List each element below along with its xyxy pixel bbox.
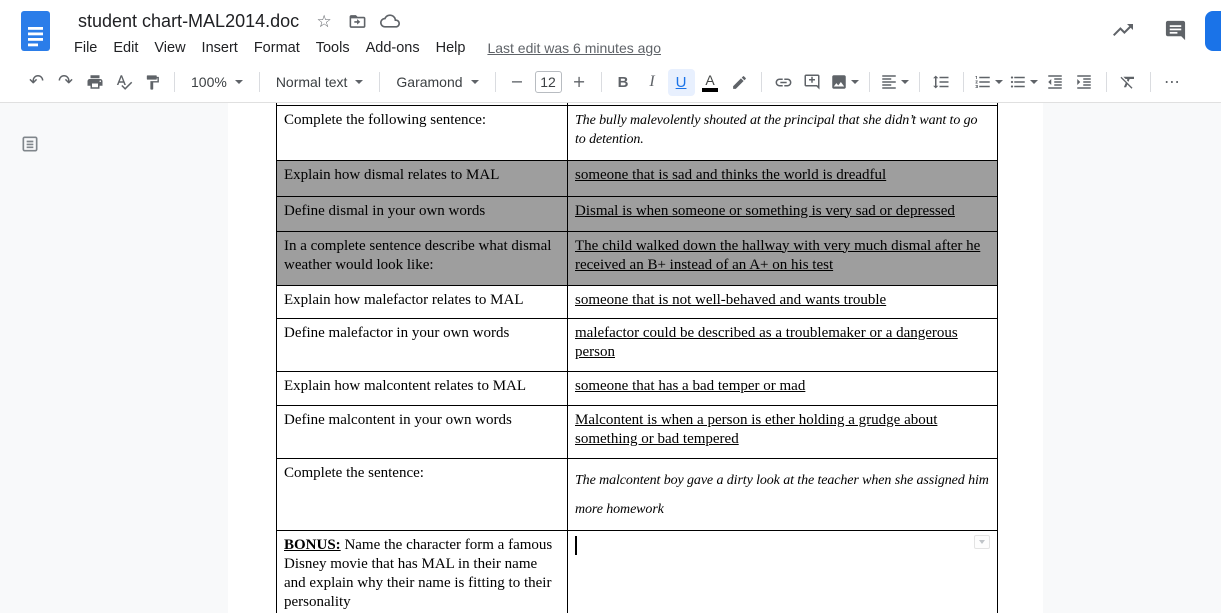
- text-color-button[interactable]: [697, 69, 724, 96]
- table-row: [277, 285, 998, 318]
- toolbar-divider: [761, 72, 762, 92]
- move-to-folder-button[interactable]: [345, 9, 369, 33]
- italic-button[interactable]: [639, 69, 666, 96]
- bulleted-list-icon: [1009, 73, 1027, 91]
- numbered-list-button[interactable]: [971, 69, 1006, 96]
- caret-icon: [851, 80, 859, 84]
- menu-tools[interactable]: Tools: [315, 40, 350, 56]
- outdent-icon: [1046, 73, 1064, 91]
- text-color-icon: A: [702, 73, 718, 92]
- align-left-icon: [880, 73, 898, 91]
- answer-cell[interactable]: The child walked down the hallway with very much dismal after he received an B+ instead of an A+ on his test: [568, 231, 998, 285]
- print-icon: [86, 73, 104, 91]
- toolbar-divider: [919, 72, 920, 92]
- menu-bar: [66, 36, 661, 60]
- toolbar-divider: [495, 72, 496, 92]
- align-button[interactable]: [877, 69, 912, 96]
- decrease-indent-button[interactable]: [1042, 69, 1069, 96]
- last-edit-link[interactable]: Last edit was 6 minutes ago: [487, 40, 661, 56]
- answer-cell[interactable]: someone that has a bad temper or mad: [568, 371, 998, 405]
- toolbar-divider: [869, 72, 870, 92]
- table-row: [277, 405, 998, 458]
- more-options-button[interactable]: [1159, 69, 1186, 96]
- numbered-list-icon: [974, 73, 992, 91]
- question-cell[interactable]: Define malefactor in your own words: [277, 318, 568, 371]
- redo-icon: ↷: [57, 71, 74, 92]
- font-size-input[interactable]: 12: [535, 71, 562, 93]
- redo-button[interactable]: [52, 69, 79, 96]
- question-cell[interactable]: Explain how dismal relates to MAL: [277, 160, 568, 196]
- question-cell[interactable]: Explain how malcontent relates to MAL: [277, 371, 568, 405]
- worksheet-table: [276, 103, 998, 613]
- cell-dropdown-button[interactable]: [974, 535, 990, 549]
- caret-icon: [1030, 80, 1038, 84]
- spellcheck-button[interactable]: [110, 69, 137, 96]
- underline-button[interactable]: [668, 69, 695, 96]
- menu-addons[interactable]: Add-ons: [365, 40, 420, 56]
- menu-view[interactable]: View: [154, 40, 186, 56]
- question-cell[interactable]: [277, 530, 568, 613]
- line-spacing-button[interactable]: [928, 69, 955, 96]
- answer-cell[interactable]: [568, 530, 998, 613]
- toolbar-divider: [601, 72, 602, 92]
- clear-formatting-icon: [1119, 73, 1137, 91]
- menu-edit[interactable]: Edit: [113, 40, 139, 56]
- show-outline-button[interactable]: [18, 132, 42, 156]
- spellcheck-icon: [115, 73, 133, 91]
- plus-icon: +: [572, 72, 586, 91]
- print-button[interactable]: [81, 69, 108, 96]
- add-comment-icon: [803, 73, 821, 91]
- cloud-icon: [380, 11, 400, 31]
- table-row: [277, 160, 998, 196]
- decrease-font-size-button[interactable]: [504, 69, 531, 96]
- document-canvas: [0, 103, 1221, 613]
- menu-help[interactable]: Help: [435, 40, 466, 56]
- table-row: [277, 196, 998, 231]
- caret-icon: [901, 80, 909, 84]
- menu-file[interactable]: File: [74, 40, 98, 56]
- trending-up-icon: [1111, 18, 1135, 42]
- clear-formatting-button[interactable]: [1115, 69, 1142, 96]
- line-spacing-icon: [932, 73, 950, 91]
- open-comments-button[interactable]: [1155, 10, 1195, 50]
- link-icon: [774, 73, 793, 92]
- bonus-label: BONUS:: [284, 536, 341, 553]
- table-row: [277, 105, 998, 160]
- toolbar-divider: [379, 72, 380, 92]
- answer-cell[interactable]: The bully malevolently shouted at the principal that she didn’t want to go to detention.: [568, 105, 998, 160]
- title-row: [74, 9, 402, 33]
- zoom-value: 100%: [191, 74, 227, 90]
- caret-icon: [995, 80, 1003, 84]
- folder-move-icon: [348, 12, 367, 31]
- answer-cell[interactable]: Malcontent is when a person is ether holding a grudge about something or bad tempered: [568, 405, 998, 458]
- star-icon: ☆: [316, 11, 332, 31]
- document-title[interactable]: student chart-MAL2014.doc: [78, 10, 300, 31]
- table-row: [277, 530, 998, 613]
- undo-icon: ↶: [28, 71, 45, 92]
- insert-image-button[interactable]: [827, 69, 862, 96]
- menu-format[interactable]: Format: [253, 40, 300, 56]
- formatting-toolbar: [0, 62, 1221, 103]
- docs-logo-icon[interactable]: [21, 11, 50, 51]
- answer-cell[interactable]: The malcontent boy gave a dirty look at the teacher when she assigned him more homework: [568, 458, 998, 530]
- table-row: [277, 318, 998, 371]
- toolbar-divider: [1150, 72, 1151, 92]
- caret-icon: [235, 80, 243, 84]
- bulleted-list-button[interactable]: [1006, 69, 1041, 96]
- paragraph-style-select[interactable]: [267, 69, 373, 96]
- indent-icon: [1075, 73, 1093, 91]
- paragraph-style-value: Normal text: [275, 74, 348, 90]
- document-status-button[interactable]: [378, 9, 402, 33]
- caret-icon: [471, 80, 479, 84]
- star-button[interactable]: [312, 9, 336, 33]
- minus-icon: −: [510, 72, 524, 91]
- app-header: [0, 0, 1221, 62]
- toolbar-divider: [963, 72, 964, 92]
- text-cursor: [575, 536, 577, 555]
- undo-button[interactable]: [23, 69, 50, 96]
- insert-link-button[interactable]: [770, 69, 797, 96]
- table-row: [277, 371, 998, 405]
- caret-icon: [355, 80, 363, 84]
- document-page: [228, 103, 1043, 613]
- toolbar-divider: [259, 72, 260, 92]
- underline-icon: U: [675, 73, 687, 91]
- question-cell[interactable]: Complete the sentence:: [277, 458, 568, 530]
- caret-icon: [979, 540, 985, 544]
- bold-button[interactable]: [610, 69, 637, 96]
- question-cell[interactable]: Complete the following sentence:: [277, 105, 568, 160]
- italic-icon: I: [649, 73, 655, 90]
- bonus-question-text: Name the character form a famous Disney movie that has MAL in their name and explain why their name is fitting to their personality: [284, 536, 553, 610]
- comment-icon: [1164, 19, 1187, 42]
- toolbar-divider: [1106, 72, 1107, 92]
- table-row: [277, 231, 998, 285]
- increase-indent-button[interactable]: [1071, 69, 1098, 96]
- answer-cell[interactable]: Dismal is when someone or something is very sad or depressed: [568, 196, 998, 231]
- share-button[interactable]: [1205, 11, 1221, 51]
- highlighter-icon: [731, 74, 748, 91]
- increase-font-size-button[interactable]: [566, 69, 593, 96]
- bold-icon: B: [617, 73, 629, 91]
- more-icon: ⋯: [1164, 72, 1181, 91]
- paint-format-icon: [144, 74, 161, 91]
- insert-image-icon: [830, 73, 848, 91]
- question-cell[interactable]: Define malcontent in your own words: [277, 405, 568, 458]
- question-cell[interactable]: In a complete sentence describe what dismal weather would look like:: [277, 231, 568, 285]
- paint-format-button[interactable]: [139, 69, 166, 96]
- add-comment-button[interactable]: [799, 69, 826, 96]
- outline-icon: [20, 134, 40, 154]
- question-cell[interactable]: Define dismal in your own words: [277, 196, 568, 231]
- menu-insert[interactable]: Insert: [201, 40, 238, 56]
- answer-cell[interactable]: someone that is not well-behaved and wants trouble: [568, 285, 998, 318]
- question-cell[interactable]: Explain how malefactor relates to MAL: [277, 285, 568, 318]
- toolbar-divider: [174, 72, 175, 92]
- font-family-select[interactable]: [387, 69, 487, 96]
- font-family-value: Garamond: [396, 74, 463, 90]
- table-row: [277, 458, 998, 530]
- answer-cell[interactable]: someone that is sad and thinks the world is dreadful: [568, 160, 998, 196]
- answer-cell[interactable]: malefactor could be described as a troublemaker or a dangerous person: [568, 318, 998, 371]
- zoom-select[interactable]: [182, 69, 252, 96]
- insights-button[interactable]: [1103, 10, 1143, 50]
- highlight-color-button[interactable]: [726, 69, 753, 96]
